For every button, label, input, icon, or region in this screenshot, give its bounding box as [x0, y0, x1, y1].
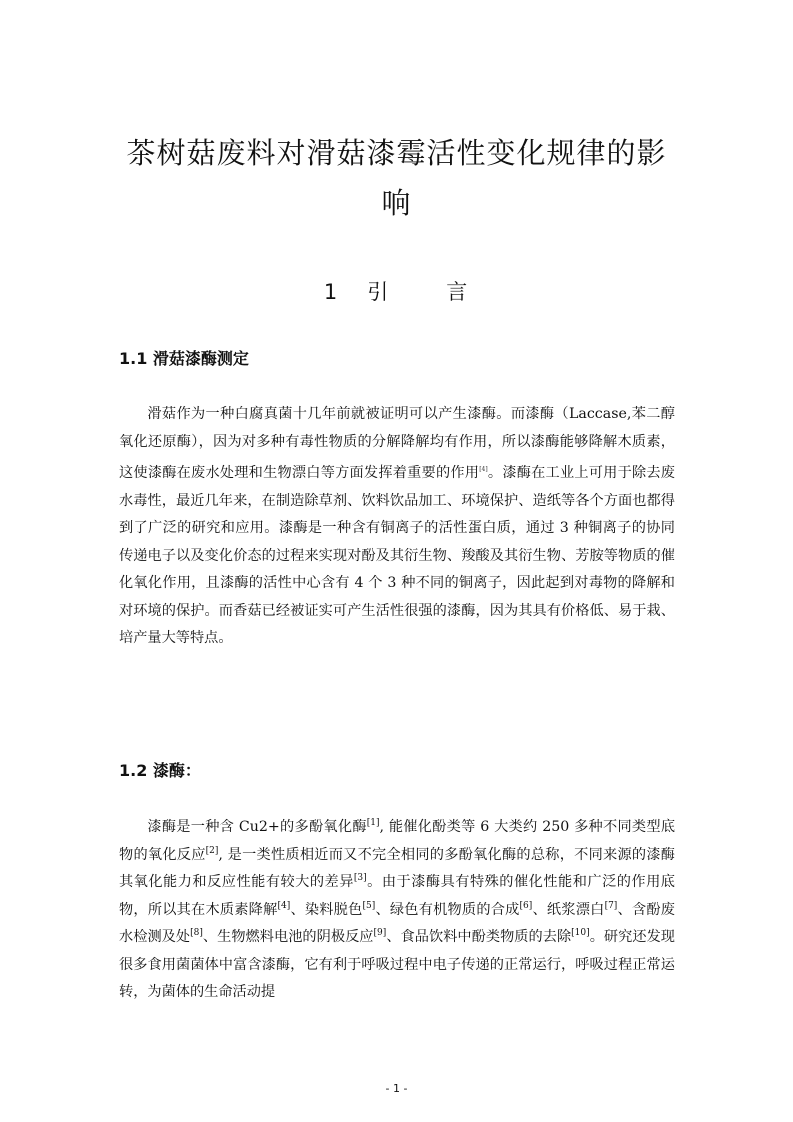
chapter-heading: [0, 276, 793, 306]
citation: [1]: [366, 818, 380, 828]
citation: [10]: [571, 928, 590, 938]
section-1-2-heading: 1.2 漆酶：: [119, 761, 201, 780]
citation: [6]: [519, 900, 533, 911]
citation: [3]: [353, 873, 367, 883]
title-line-2: 响: [381, 186, 412, 220]
citation: [8]: [190, 928, 203, 938]
paragraph-text: , 是一类性质相近而又不完全相同的多酚氧化酶的总称，不同来源的漆酶其氧化能力和反应性能有较大的差异: [119, 846, 675, 890]
paragraph-text: 漆酶是一种含 Cu2+的多酚氧化酶: [147, 819, 367, 835]
document-title: [100, 128, 693, 228]
paragraph-text: 、食品饮料中酚类物质的去除: [386, 929, 572, 945]
paragraph-text: , 能催化酚类等 6 大类约 250 多种不同类型底物的氧化反应: [119, 819, 676, 863]
title-line-1: 茶树菇废料对滑菇漆霉活性变化规律的影: [126, 136, 667, 170]
paragraph-text: 。漆酶在工业上可用于除去废水毒性，最近几年来，在制造除草剂、饮料饮品加工、环境保护、造纸等各个方面也都得到了广泛的研究和应用。漆酶是一种含有铜离子的活性蛋白质，通过 3 种铜离子的协同传递电子以及变化价态的过程来实现对酚及其衍生物、羧酸及其衍生物、芳胺等物质的催化氧化作用，且漆酶的活性中心含有 4 个 3 种不同的铜离子，因此起到对毒物的降解和对环境的保护。而香菇已经被证实可产生活性很强的漆酶，因为其具有价格低、易于栽、培产量大等特点。: [119, 465, 675, 646]
citation: [4]: [479, 466, 488, 473]
paragraph-text: 、生物燃料电池的阴极反应: [202, 929, 374, 945]
citation: [7]: [604, 900, 618, 911]
citation: [4]: [277, 900, 291, 911]
paragraph-text: 、绿色有机物质的合成: [375, 901, 520, 918]
section-1-1-paragraph: [119, 401, 675, 653]
citation: [9]: [373, 928, 387, 938]
paragraph-text: 。研究还发现很多食用菌菌体中富含漆酶，它有利于呼吸过程中电子传递的正常运行，呼吸过程正常运转，为菌体的生命活动提: [119, 929, 675, 1000]
citation: [5]: [362, 900, 376, 911]
chapter-number: 1: [323, 280, 340, 304]
paragraph-text: 滑菇作为一种白腐真菌十几年前就被证明可以产生漆酶。而漆酶（Laccase,苯二醇氧化还原酶），因为对多种有毒性物质的分解降解均有作用，所以漆酶能够降解木质素，这使漆酶在废水处理和生物漂白等方面发挥着重要的作用: [119, 406, 675, 481]
citation: [2]: [205, 845, 219, 856]
chapter-word-2: 言: [446, 280, 470, 304]
chapter-word-1: 引: [367, 280, 391, 304]
paragraph-text: 、染料脱色: [290, 901, 363, 918]
section-1-1-heading: 1.1 滑菇漆酶测定: [119, 349, 249, 368]
page-number: - 1 -: [385, 1082, 408, 1095]
paragraph-text: 。由于漆酶具有特殊的催化性能和广泛的作用底物，所以其在木质素降解: [119, 874, 675, 918]
section-1-2-paragraph: [119, 814, 675, 1007]
paragraph-text: 、含酚废水检测及处: [119, 901, 675, 945]
paragraph-text: 、纸浆漂白: [532, 901, 605, 918]
